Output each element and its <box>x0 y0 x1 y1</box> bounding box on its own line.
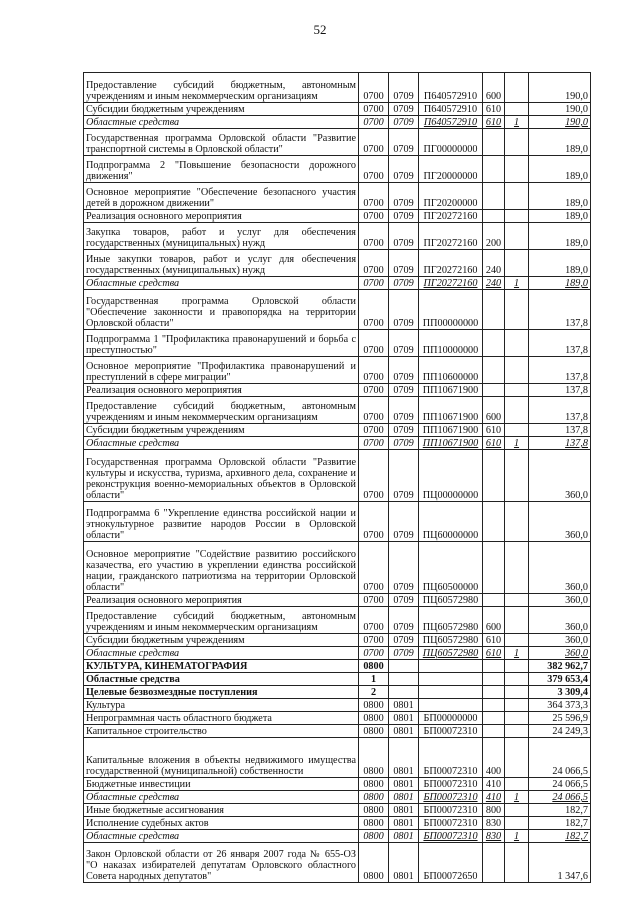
row-section: 1 <box>359 673 389 686</box>
row-section: 2 <box>359 686 389 699</box>
row-source: 1 <box>505 647 529 660</box>
row-source <box>505 250 529 277</box>
row-source <box>505 817 529 830</box>
row-source: 1 <box>505 116 529 129</box>
row-subsection: 0709 <box>389 594 419 607</box>
row-source <box>505 778 529 791</box>
row-amount: 1 347,6 <box>529 843 591 883</box>
row-amount: 137,8 <box>529 397 591 424</box>
row-subsection: 0709 <box>389 384 419 397</box>
row-subsection: 0801 <box>389 843 419 883</box>
row-expense-type <box>483 725 505 738</box>
row-amount: 190,0 <box>529 116 591 129</box>
row-section: 0700 <box>359 73 389 103</box>
row-expense-type: 410 <box>483 791 505 804</box>
table-row <box>84 502 591 542</box>
row-source <box>505 357 529 384</box>
row-amount: 364 373,3 <box>529 699 591 712</box>
row-amount: 360,0 <box>529 594 591 607</box>
row-amount: 182,7 <box>529 804 591 817</box>
row-subsection: 0709 <box>389 223 419 250</box>
row-target-article: ПП00000000 <box>419 290 483 330</box>
row-target-article: П640572910 <box>419 116 483 129</box>
row-name: Основное мероприятие "Обеспечение безопасного участия детей в дорожном движении" <box>84 183 359 210</box>
row-name: Государственная программа Орловской области "Обеспечение законности и правопорядка на территории Орловской области" <box>84 290 359 330</box>
row-amount: 24 249,3 <box>529 725 591 738</box>
row-section: 0700 <box>359 156 389 183</box>
row-section: 0700 <box>359 277 389 290</box>
row-target-article: ПЦ60572980 <box>419 607 483 634</box>
row-amount: 137,8 <box>529 384 591 397</box>
row-name: Государственная программа Орловской области "Развитие культуры и искусства, туризма, архивного дела, сохранение и реконструкция военно-мемориальных объектов в Орловской области" <box>84 450 359 502</box>
row-target-article: ПЦ60500000 <box>419 542 483 594</box>
table-row <box>84 542 591 594</box>
row-target-article: ПГ20200000 <box>419 183 483 210</box>
row-amount: 189,0 <box>529 277 591 290</box>
row-section: 0700 <box>359 250 389 277</box>
row-target-article: БП00072310 <box>419 804 483 817</box>
row-section: 0700 <box>359 357 389 384</box>
row-expense-type: 410 <box>483 778 505 791</box>
row-name: Основное мероприятие "Профилактика правонарушений и преступлений в сфере миграции" <box>84 357 359 384</box>
row-expense-type <box>483 450 505 502</box>
row-target-article: ПГ20272160 <box>419 277 483 290</box>
table-row <box>84 830 591 843</box>
row-subsection: 0709 <box>389 73 419 103</box>
row-name: Иные бюджетные ассигнования <box>84 804 359 817</box>
row-section: 0800 <box>359 843 389 883</box>
table-row <box>84 397 591 424</box>
row-section: 0700 <box>359 634 389 647</box>
row-amount: 189,0 <box>529 210 591 223</box>
page-number: 52 <box>313 22 327 37</box>
row-subsection: 0709 <box>389 103 419 116</box>
row-target-article: ПЦ00000000 <box>419 450 483 502</box>
table-row <box>84 607 591 634</box>
table-row <box>84 712 591 725</box>
row-source <box>505 660 529 673</box>
row-expense-type: 610 <box>483 103 505 116</box>
row-source <box>505 594 529 607</box>
table-row <box>84 791 591 804</box>
row-expense-type: 610 <box>483 116 505 129</box>
row-target-article: ПП10600000 <box>419 357 483 384</box>
row-amount: 189,0 <box>529 156 591 183</box>
row-subsection <box>389 686 419 699</box>
row-amount: 360,0 <box>529 502 591 542</box>
table-row <box>84 699 591 712</box>
table-row <box>84 817 591 830</box>
table-row <box>84 686 591 699</box>
table-row <box>84 804 591 817</box>
row-source <box>505 699 529 712</box>
row-subsection: 0709 <box>389 357 419 384</box>
row-name: Областные средства <box>84 277 359 290</box>
row-section: 0800 <box>359 791 389 804</box>
row-subsection: 0801 <box>389 712 419 725</box>
row-source <box>505 725 529 738</box>
row-source <box>505 607 529 634</box>
row-amount: 24 066,5 <box>529 778 591 791</box>
row-name: Государственная программа Орловской области "Развитие транспортной системы в Орловской области" <box>84 129 359 156</box>
row-name: Капитальное строительство <box>84 725 359 738</box>
row-target-article: БП00072310 <box>419 725 483 738</box>
row-target-article: ПП10671900 <box>419 384 483 397</box>
row-subsection: 0709 <box>389 330 419 357</box>
row-expense-type <box>483 686 505 699</box>
row-name: КУЛЬТУРА, КИНЕМАТОГРАФИЯ <box>84 660 359 673</box>
row-section: 0700 <box>359 330 389 357</box>
row-name: Областные средства <box>84 437 359 450</box>
row-section: 0700 <box>359 223 389 250</box>
table-row <box>84 660 591 673</box>
row-section: 0700 <box>359 210 389 223</box>
table-row <box>84 634 591 647</box>
row-subsection: 0801 <box>389 738 419 778</box>
row-amount: 182,7 <box>529 830 591 843</box>
row-subsection: 0801 <box>389 830 419 843</box>
table-row <box>84 73 591 103</box>
row-expense-type: 610 <box>483 424 505 437</box>
row-expense-type: 200 <box>483 223 505 250</box>
row-section: 0800 <box>359 830 389 843</box>
row-amount: 189,0 <box>529 129 591 156</box>
row-source <box>505 156 529 183</box>
row-name: Закупка товаров, работ и услуг для обеспечения государственных (муниципальных) нужд <box>84 223 359 250</box>
row-target-article: ПГ00000000 <box>419 129 483 156</box>
row-subsection: 0709 <box>389 542 419 594</box>
row-name: Субсидии бюджетным учреждениям <box>84 424 359 437</box>
row-subsection: 0801 <box>389 791 419 804</box>
row-target-article: ПП10671900 <box>419 424 483 437</box>
row-name: Закон Орловской области от 26 января 2007 года № 655-ОЗ "О наказах избирателей депутатам Орловского областного Совета народных депутатов" <box>84 843 359 883</box>
row-subsection: 0709 <box>389 450 419 502</box>
row-section: 0700 <box>359 502 389 542</box>
row-target-article: ПП10000000 <box>419 330 483 357</box>
row-target-article: П640572910 <box>419 103 483 116</box>
row-target-article: П640572910 <box>419 73 483 103</box>
row-section: 0700 <box>359 183 389 210</box>
row-subsection <box>389 673 419 686</box>
row-source <box>505 542 529 594</box>
row-expense-type: 610 <box>483 634 505 647</box>
row-expense-type <box>483 594 505 607</box>
table-row <box>84 103 591 116</box>
row-section: 0800 <box>359 660 389 673</box>
row-subsection: 0709 <box>389 129 419 156</box>
row-subsection: 0709 <box>389 290 419 330</box>
row-source <box>505 634 529 647</box>
row-name: Областные средства <box>84 116 359 129</box>
row-source <box>505 397 529 424</box>
row-source <box>505 210 529 223</box>
row-expense-type <box>483 712 505 725</box>
row-name: Областные средства <box>84 791 359 804</box>
row-amount: 189,0 <box>529 250 591 277</box>
table-row <box>84 450 591 502</box>
row-name: Реализация основного мероприятия <box>84 210 359 223</box>
row-subsection: 0801 <box>389 778 419 791</box>
table-row <box>84 594 591 607</box>
row-amount: 190,0 <box>529 103 591 116</box>
row-expense-type: 600 <box>483 73 505 103</box>
table-row <box>84 725 591 738</box>
row-subsection: 0709 <box>389 634 419 647</box>
row-subsection: 0801 <box>389 804 419 817</box>
table-row <box>84 647 591 660</box>
row-target-article: ПГ20272160 <box>419 250 483 277</box>
row-name: Областные средства <box>84 673 359 686</box>
row-source <box>505 223 529 250</box>
row-name: Субсидии бюджетным учреждениям <box>84 103 359 116</box>
row-name: Субсидии бюджетным учреждениям <box>84 634 359 647</box>
row-expense-type <box>483 129 505 156</box>
row-section: 0800 <box>359 712 389 725</box>
row-target-article: ПП10671900 <box>419 397 483 424</box>
row-amount: 379 653,4 <box>529 673 591 686</box>
row-expense-type <box>483 384 505 397</box>
row-source <box>505 103 529 116</box>
row-source: 1 <box>505 830 529 843</box>
row-section: 0800 <box>359 778 389 791</box>
row-expense-type: 610 <box>483 437 505 450</box>
row-source <box>505 804 529 817</box>
row-name: Бюджетные инвестиции <box>84 778 359 791</box>
row-expense-type <box>483 660 505 673</box>
row-amount: 190,0 <box>529 73 591 103</box>
row-expense-type <box>483 330 505 357</box>
table-row <box>84 843 591 883</box>
table-row <box>84 738 591 778</box>
row-expense-type: 610 <box>483 647 505 660</box>
row-section: 0700 <box>359 397 389 424</box>
row-expense-type <box>483 183 505 210</box>
row-amount: 24 066,5 <box>529 791 591 804</box>
row-name: Капитальные вложения в объекты недвижимого имущества государственной (муниципальной) собственности <box>84 738 359 778</box>
row-amount: 137,8 <box>529 437 591 450</box>
row-amount: 360,0 <box>529 542 591 594</box>
table-row <box>84 384 591 397</box>
row-target-article: БП00072310 <box>419 830 483 843</box>
row-target-article: ПП10671900 <box>419 437 483 450</box>
row-source <box>505 73 529 103</box>
row-name: Подпрограмма 2 "Повышение безопасности дорожного движения" <box>84 156 359 183</box>
row-subsection: 0801 <box>389 817 419 830</box>
row-source <box>505 502 529 542</box>
row-expense-type: 240 <box>483 250 505 277</box>
row-target-article: БП00072310 <box>419 738 483 778</box>
row-expense-type <box>483 542 505 594</box>
row-expense-type <box>483 699 505 712</box>
row-amount: 137,8 <box>529 290 591 330</box>
row-target-article: ПЦ60572980 <box>419 634 483 647</box>
row-section: 0800 <box>359 699 389 712</box>
row-name: Непрограммная часть областного бюджета <box>84 712 359 725</box>
row-name: Предоставление субсидий бюджетным, автономным учреждениям и иным некоммерческим организациям <box>84 73 359 103</box>
row-target-article <box>419 660 483 673</box>
row-expense-type: 400 <box>483 738 505 778</box>
row-subsection: 0709 <box>389 647 419 660</box>
row-subsection: 0709 <box>389 607 419 634</box>
row-target-article: ПЦ60572980 <box>419 594 483 607</box>
row-target-article <box>419 699 483 712</box>
row-expense-type: 600 <box>483 607 505 634</box>
row-subsection: 0709 <box>389 183 419 210</box>
row-subsection: 0709 <box>389 424 419 437</box>
row-target-article <box>419 686 483 699</box>
row-section: 0700 <box>359 437 389 450</box>
row-section: 0700 <box>359 647 389 660</box>
row-name: Культура <box>84 699 359 712</box>
row-amount: 3 309,4 <box>529 686 591 699</box>
row-section: 0700 <box>359 542 389 594</box>
table-row <box>84 290 591 330</box>
row-amount: 24 066,5 <box>529 738 591 778</box>
row-name: Реализация основного мероприятия <box>84 594 359 607</box>
table-row <box>84 437 591 450</box>
row-expense-type <box>483 156 505 183</box>
row-amount: 25 596,9 <box>529 712 591 725</box>
row-section: 0800 <box>359 725 389 738</box>
row-target-article: БП00072310 <box>419 791 483 804</box>
table-row <box>84 330 591 357</box>
row-subsection <box>389 660 419 673</box>
row-subsection: 0801 <box>389 725 419 738</box>
row-source <box>505 129 529 156</box>
row-amount: 189,0 <box>529 223 591 250</box>
row-source <box>505 843 529 883</box>
row-subsection: 0709 <box>389 116 419 129</box>
row-expense-type <box>483 843 505 883</box>
row-source <box>505 424 529 437</box>
row-expense-type: 830 <box>483 817 505 830</box>
table-row <box>84 116 591 129</box>
row-amount: 137,8 <box>529 330 591 357</box>
row-amount: 360,0 <box>529 450 591 502</box>
table-row <box>84 223 591 250</box>
table-row <box>84 357 591 384</box>
table-row <box>84 210 591 223</box>
row-source <box>505 183 529 210</box>
row-name: Предоставление субсидий бюджетным, автономным учреждениям и иным некоммерческим организациям <box>84 397 359 424</box>
row-source: 1 <box>505 437 529 450</box>
row-expense-type <box>483 290 505 330</box>
row-expense-type <box>483 502 505 542</box>
table-row <box>84 778 591 791</box>
table-row <box>84 277 591 290</box>
row-expense-type: 600 <box>483 397 505 424</box>
row-expense-type <box>483 673 505 686</box>
row-source: 1 <box>505 277 529 290</box>
row-name: Реализация основного мероприятия <box>84 384 359 397</box>
row-section: 0700 <box>359 607 389 634</box>
row-expense-type: 830 <box>483 830 505 843</box>
row-target-article: ПЦ60572980 <box>419 647 483 660</box>
row-name: Областные средства <box>84 647 359 660</box>
row-subsection: 0709 <box>389 277 419 290</box>
row-expense-type: 800 <box>483 804 505 817</box>
row-expense-type <box>483 210 505 223</box>
row-subsection: 0709 <box>389 397 419 424</box>
row-name: Целевые безвозмездные поступления <box>84 686 359 699</box>
row-section: 0700 <box>359 594 389 607</box>
row-target-article: ПГ20272160 <box>419 223 483 250</box>
row-target-article: БП00072310 <box>419 817 483 830</box>
row-amount: 137,8 <box>529 424 591 437</box>
row-subsection: 0709 <box>389 437 419 450</box>
row-subsection: 0709 <box>389 210 419 223</box>
row-subsection: 0801 <box>389 699 419 712</box>
row-section: 0700 <box>359 116 389 129</box>
row-section: 0700 <box>359 103 389 116</box>
row-subsection: 0709 <box>389 156 419 183</box>
row-section: 0700 <box>359 424 389 437</box>
budget-table <box>83 72 591 883</box>
row-amount: 360,0 <box>529 607 591 634</box>
row-section: 0700 <box>359 129 389 156</box>
row-source <box>505 330 529 357</box>
row-source <box>505 738 529 778</box>
row-subsection: 0709 <box>389 502 419 542</box>
row-amount: 137,8 <box>529 357 591 384</box>
row-name: Основное мероприятие "Содействие развитию российского казачества, его участию в укреплении единства российской нации, гражданского патриотизма на территории Орловской области" <box>84 542 359 594</box>
row-target-article: ПГ20000000 <box>419 156 483 183</box>
table-row <box>84 156 591 183</box>
row-section: 0800 <box>359 817 389 830</box>
row-amount: 182,7 <box>529 817 591 830</box>
row-target-article: БП00072650 <box>419 843 483 883</box>
row-name: Подпрограмма 1 "Профилактика правонарушений и борьба с преступностью" <box>84 330 359 357</box>
row-name: Исполнение судебных актов <box>84 817 359 830</box>
row-source <box>505 686 529 699</box>
table-row <box>84 183 591 210</box>
row-subsection: 0709 <box>389 250 419 277</box>
row-amount: 360,0 <box>529 634 591 647</box>
row-name: Предоставление субсидий бюджетным, автономным учреждениям и иным некоммерческим организациям <box>84 607 359 634</box>
row-section: 0800 <box>359 804 389 817</box>
table-row <box>84 424 591 437</box>
row-amount: 360,0 <box>529 647 591 660</box>
row-name: Областные средства <box>84 830 359 843</box>
row-section: 0700 <box>359 450 389 502</box>
row-source <box>505 290 529 330</box>
row-target-article <box>419 673 483 686</box>
row-target-article: БП00000000 <box>419 712 483 725</box>
row-name: Подпрограмма 6 "Укрепление единства российской нации и этнокультурное развитие народов России в Орловской области" <box>84 502 359 542</box>
row-target-article: ПЦ60000000 <box>419 502 483 542</box>
row-section: 0700 <box>359 290 389 330</box>
row-section: 0700 <box>359 384 389 397</box>
row-target-article: ПГ20272160 <box>419 210 483 223</box>
row-expense-type <box>483 357 505 384</box>
row-amount: 382 962,7 <box>529 660 591 673</box>
row-expense-type: 240 <box>483 277 505 290</box>
row-source <box>505 384 529 397</box>
row-source <box>505 450 529 502</box>
table-row <box>84 673 591 686</box>
row-name: Иные закупки товаров, работ и услуг для обеспечения государственных (муниципальных) нужд <box>84 250 359 277</box>
table-row <box>84 250 591 277</box>
row-source <box>505 673 529 686</box>
row-target-article: БП00072310 <box>419 778 483 791</box>
row-source <box>505 712 529 725</box>
budget-table-body <box>84 73 591 883</box>
row-section: 0800 <box>359 738 389 778</box>
table-row <box>84 129 591 156</box>
row-source: 1 <box>505 791 529 804</box>
row-amount: 189,0 <box>529 183 591 210</box>
